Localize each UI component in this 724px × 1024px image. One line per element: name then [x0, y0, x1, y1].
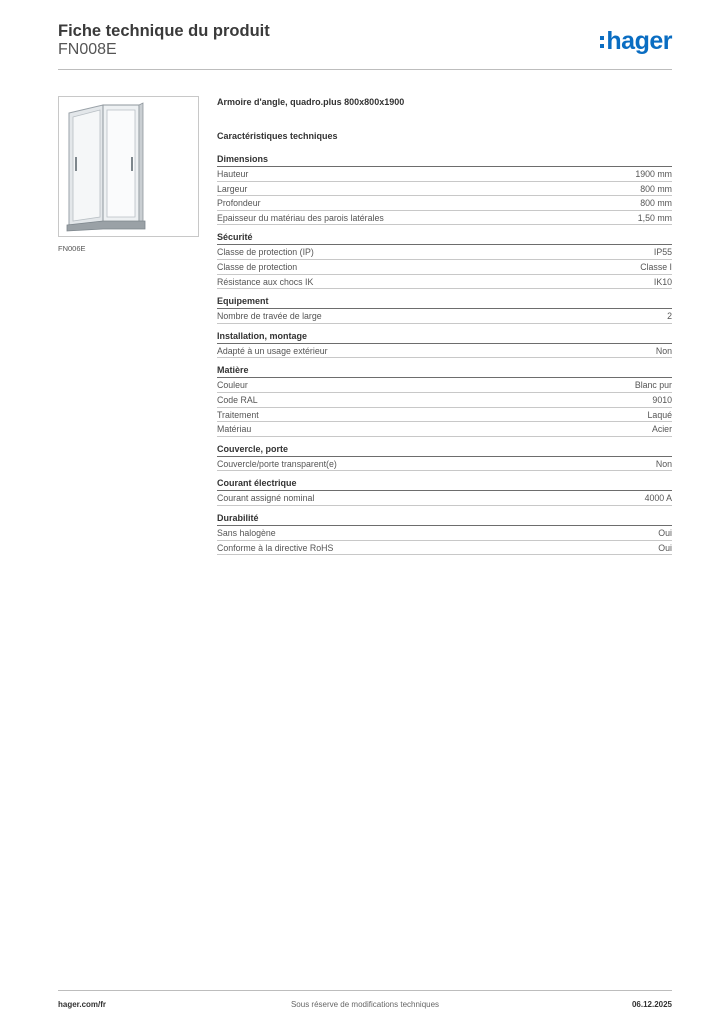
section-title: Courant électrique: [217, 477, 672, 491]
spec-label: Epaisseur du matériau des parois latérales: [217, 212, 384, 223]
spec-value: 1,50 mm: [637, 212, 672, 223]
section-title: Couvercle, porte: [217, 443, 672, 457]
spec-row: [217, 182, 672, 197]
spec-value: 800 mm: [640, 198, 672, 209]
spec-label: Adapté à un usage extérieur: [217, 345, 328, 356]
spec-label: Traitement: [217, 409, 259, 420]
spec-value: 2: [667, 311, 672, 322]
spec-label: Couvercle/porte transparent(e): [217, 458, 337, 469]
product-reference: FN008E: [58, 41, 117, 58]
section-matiere: [217, 364, 672, 436]
footer-website-link[interactable]: hager.com/fr: [58, 1000, 107, 1009]
spec-row: [217, 378, 672, 393]
cabinet-icon: [59, 97, 198, 236]
spec-row: [217, 491, 672, 506]
spec-label: Nombre de travée de large: [217, 311, 322, 322]
spec-value: Oui: [658, 542, 672, 553]
page-header: [58, 22, 672, 70]
spec-value: 800 mm: [640, 183, 672, 194]
spec-value: Acier: [651, 424, 672, 435]
spec-row: [217, 245, 672, 260]
spec-value: Blanc pur: [634, 380, 672, 391]
document-title: Fiche technique du produit: [58, 22, 270, 40]
image-caption: FN006E: [58, 244, 86, 253]
spec-heading: Caractéristiques techniques: [217, 131, 338, 141]
hager-logo: [600, 27, 672, 55]
spec-value: Oui: [658, 527, 672, 538]
spec-row: [217, 167, 672, 182]
spec-label: Courant assigné nominal: [217, 493, 315, 504]
spec-row: [217, 260, 672, 275]
section-couvercle-porte: [217, 443, 672, 472]
spec-row: [217, 309, 672, 324]
spec-value: Non: [655, 458, 672, 469]
footer-note: Sous réserve de modifications techniques: [290, 1000, 440, 1009]
section-durabilite: [217, 512, 672, 555]
spec-row: [217, 526, 672, 541]
spec-label: Code RAL: [217, 394, 258, 405]
spec-label: Matériau: [217, 424, 252, 435]
spec-label: Conforme à la directive RoHS: [217, 542, 334, 553]
spec-value: IP55: [653, 247, 672, 258]
section-title: Installation, montage: [217, 330, 672, 344]
section-courant-electrique: [217, 477, 672, 506]
spec-value: Classe I: [640, 261, 672, 272]
logo-dots-icon: [600, 36, 604, 48]
section-title: Equipement: [217, 295, 672, 309]
page-footer: [58, 990, 672, 1015]
spec-row: [217, 541, 672, 556]
spec-label: Sans halogène: [217, 527, 276, 538]
spec-label: Largeur: [217, 183, 248, 194]
spec-row: [217, 408, 672, 423]
spec-row: [217, 422, 672, 437]
section-title: Sécurité: [217, 231, 672, 245]
spec-row: [217, 196, 672, 211]
spec-row: [217, 344, 672, 359]
section-equipement: [217, 295, 672, 324]
spec-value: 4000 A: [644, 493, 672, 504]
section-installation: [217, 330, 672, 359]
spec-label: Couleur: [217, 380, 248, 391]
spec-value: Non: [655, 345, 672, 356]
spec-row: [217, 275, 672, 290]
spec-row: [217, 211, 672, 226]
spec-label: Résistance aux chocs IK: [217, 276, 314, 287]
spec-value: Laqué: [647, 409, 672, 420]
product-name: Armoire d'angle, quadro.plus 800x800x1900: [217, 97, 405, 107]
spec-sheet: [217, 95, 672, 555]
product-image: [58, 96, 199, 237]
footer-date: 06.12.2025: [631, 1000, 672, 1009]
section-title: Matière: [217, 364, 672, 378]
section-securite: [217, 231, 672, 289]
spec-row: [217, 457, 672, 472]
logo-text: hager: [606, 26, 672, 55]
spec-value: 1900 mm: [635, 169, 672, 179]
spec-row: [217, 393, 672, 408]
spec-label: Hauteur: [217, 169, 249, 179]
spec-label: Profondeur: [217, 198, 261, 209]
section-dimensions: [217, 153, 672, 225]
spec-value: 9010: [652, 394, 672, 405]
section-title: Durabilité: [217, 512, 672, 526]
spec-label: Classe de protection: [217, 261, 298, 272]
spec-value: IK10: [653, 276, 672, 287]
spec-label: Classe de protection (IP): [217, 247, 314, 258]
section-title: Dimensions: [217, 153, 672, 167]
